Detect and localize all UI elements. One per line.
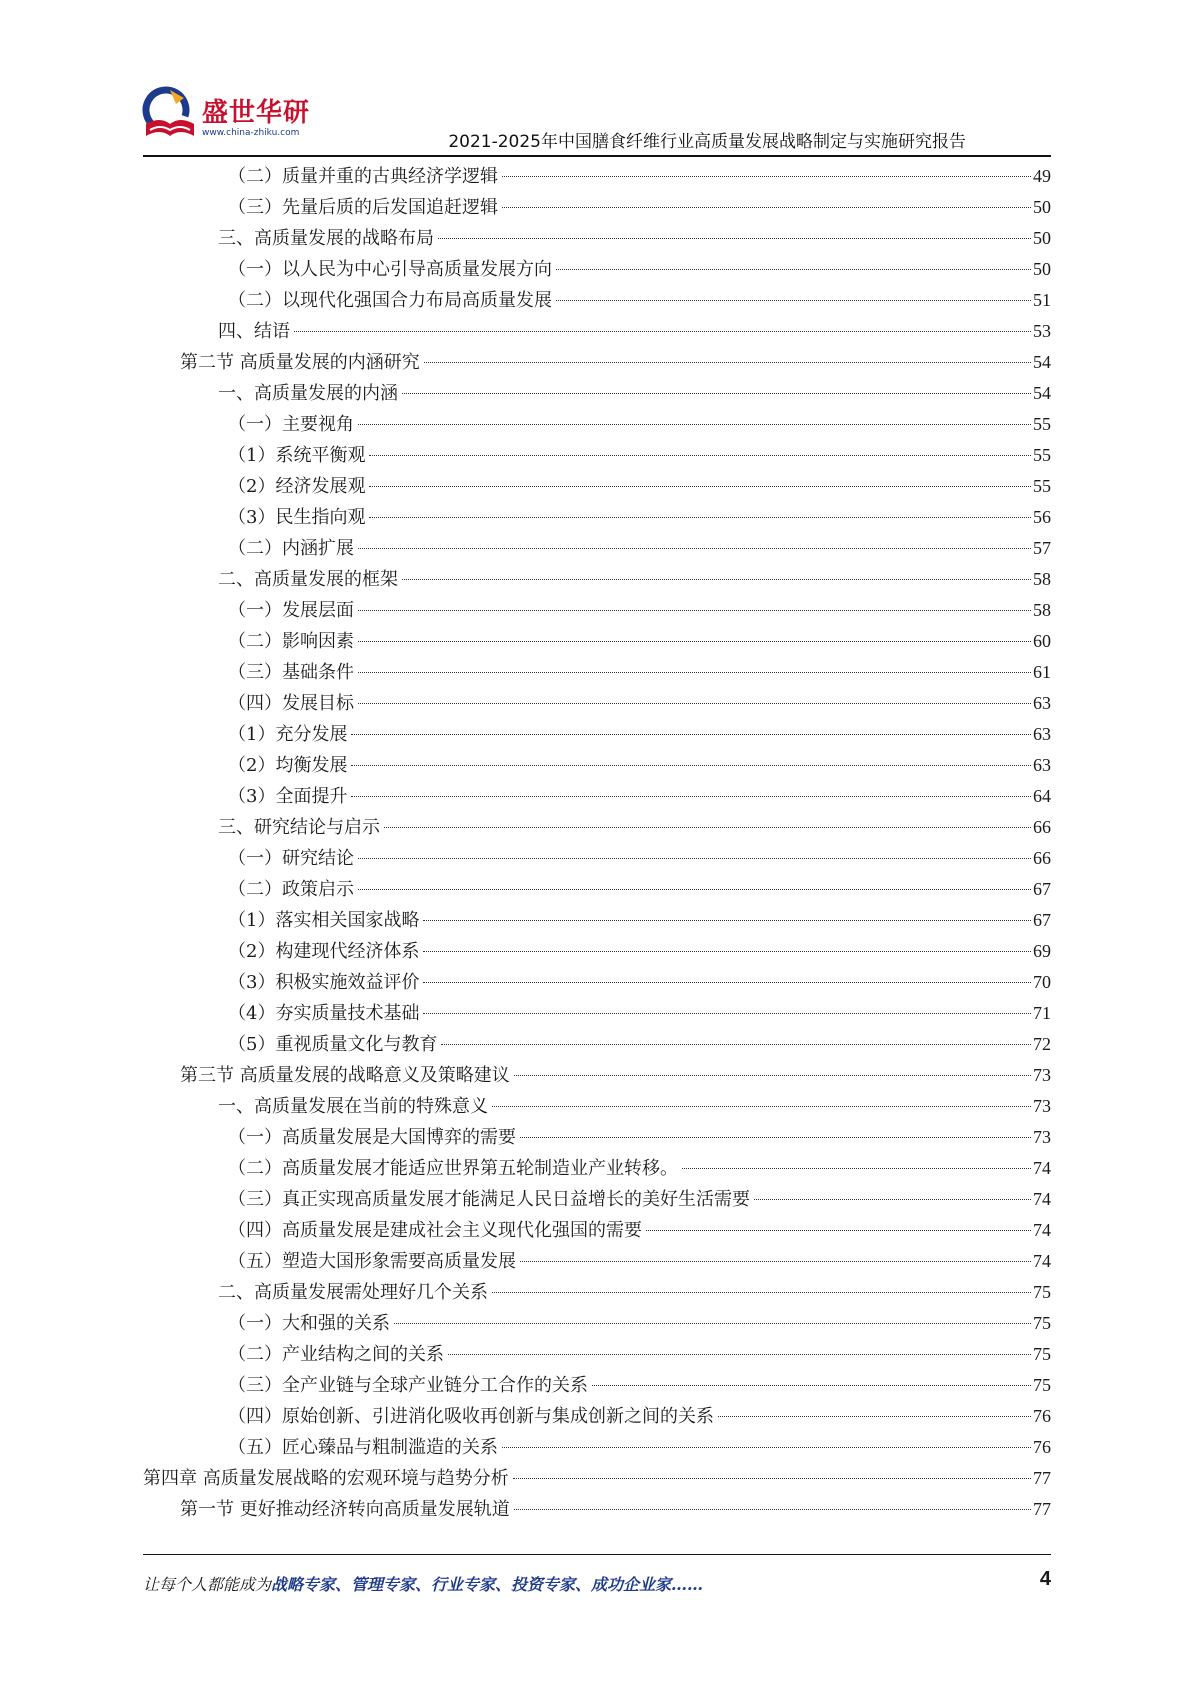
toc-dot-leader: [438, 238, 1031, 239]
toc-entry[interactable]: [218, 812, 1051, 843]
footer-slogan-highlight: 战略专家、管理专家、行业专家、投资专家、成功企业家……: [271, 1575, 704, 1594]
toc-entry-page: 73: [1033, 1127, 1051, 1147]
toc-entry[interactable]: [228, 781, 1051, 812]
toc-dot-leader: [358, 703, 1031, 704]
toc-dot-leader: [514, 1509, 1031, 1510]
logo-url: www.china-zhiku.com: [202, 128, 300, 138]
toc-dot-leader: [358, 858, 1031, 859]
toc-entry-page: 64: [1033, 786, 1051, 806]
toc-dot-leader: [369, 486, 1031, 487]
toc-entry[interactable]: [228, 533, 1051, 564]
toc-entry-page: 66: [1033, 848, 1051, 868]
toc-entry-label: 一、高质量发展的内涵: [218, 383, 398, 404]
toc-entry-label: （5）重视质量文化与教育: [228, 1034, 438, 1055]
toc-dot-leader: [384, 827, 1031, 828]
toc-entry-page: 75: [1033, 1375, 1051, 1395]
company-logo: [140, 84, 310, 150]
toc-entry-label: 一、高质量发展在当前的特殊意义: [218, 1096, 488, 1117]
toc-dot-leader: [423, 920, 1031, 921]
toc-entry-label: （四）发展目标: [228, 693, 354, 714]
toc-entry[interactable]: [228, 1122, 1051, 1153]
toc-entry-page: 75: [1033, 1313, 1051, 1333]
toc-entry-label: （二）以现代化强国合力布局高质量发展: [228, 290, 552, 311]
toc-entry[interactable]: [228, 192, 1051, 223]
toc-entry-page: 58: [1033, 600, 1051, 620]
footer-divider: [143, 1554, 1051, 1555]
toc-entry[interactable]: [228, 595, 1051, 626]
toc-dot-leader: [351, 796, 1031, 797]
toc-dot-leader: [358, 641, 1031, 642]
toc-entry-label: （1）系统平衡观: [228, 445, 366, 466]
toc-entry[interactable]: [228, 1308, 1051, 1339]
toc-entry-label: （2）构建现代经济体系: [228, 941, 420, 962]
toc-entry-page: 58: [1033, 569, 1051, 589]
toc-entry-label: （2）均衡发展: [228, 755, 348, 776]
toc-entry[interactable]: [180, 347, 1051, 378]
header-divider: [143, 155, 1051, 157]
toc-entry-label: （3）积极实施效益评价: [228, 972, 420, 993]
toc-entry-page: 60: [1033, 631, 1051, 651]
toc-dot-leader: [754, 1199, 1031, 1200]
toc-entry[interactable]: [228, 161, 1051, 192]
toc-entry[interactable]: [228, 1215, 1051, 1246]
toc-entry-page: 63: [1033, 724, 1051, 744]
toc-entry-label: （二）质量并重的古典经济学逻辑: [228, 166, 498, 187]
toc-entry[interactable]: [228, 1246, 1051, 1277]
toc-entry-label: 二、高质量发展的框架: [218, 569, 398, 590]
toc-entry[interactable]: [228, 502, 1051, 533]
toc-dot-leader: [424, 362, 1031, 363]
toc-entry[interactable]: [228, 998, 1051, 1029]
toc-entry[interactable]: [228, 657, 1051, 688]
toc-entry[interactable]: [218, 223, 1051, 254]
toc-entry-label: （二）高质量发展才能适应世界第五轮制造业产业转移。: [228, 1158, 678, 1179]
toc-entry-label: （3）全面提升: [228, 786, 348, 807]
toc-entry-page: 63: [1033, 755, 1051, 775]
toc-entry-page: 69: [1033, 941, 1051, 961]
toc-entry-label: （五）匠心臻品与粗制滥造的关系: [228, 1437, 498, 1458]
toc-entry-label: 四、结语: [218, 321, 290, 342]
toc-dot-leader: [423, 982, 1031, 983]
toc-entry-page: 53: [1033, 321, 1051, 341]
toc-entry-label: （1）落实相关国家战略: [228, 910, 420, 931]
toc-entry-page: 49: [1033, 166, 1051, 186]
toc-dot-leader: [718, 1416, 1031, 1417]
toc-dot-leader: [502, 207, 1031, 208]
toc-dot-leader: [394, 1323, 1031, 1324]
toc-entry-page: 74: [1033, 1189, 1051, 1209]
toc-entry-label: 第四章 高质量发展战略的宏观环境与趋势分析: [143, 1468, 509, 1489]
toc-entry[interactable]: [218, 378, 1051, 409]
toc-entry-label: （一）研究结论: [228, 848, 354, 869]
toc-entry-label: （五）塑造大国形象需要高质量发展: [228, 1251, 516, 1272]
toc-entry-label: （四）高质量发展是建成社会主义现代化强国的需要: [228, 1220, 642, 1241]
toc-dot-leader: [682, 1168, 1031, 1169]
toc-entry-label: （二）影响因素: [228, 631, 354, 652]
toc-dot-leader: [351, 734, 1031, 735]
toc-entry[interactable]: [218, 1277, 1051, 1308]
toc-entry[interactable]: [180, 1494, 1051, 1525]
toc-entry[interactable]: [228, 1153, 1051, 1184]
toc-entry-label: （二）政策启示: [228, 879, 354, 900]
toc-entry-page: 55: [1033, 476, 1051, 496]
toc-entry-page: 54: [1033, 352, 1051, 372]
toc-entry-page: 50: [1033, 197, 1051, 217]
toc-entry-page: 67: [1033, 879, 1051, 899]
toc-entry[interactable]: [218, 316, 1051, 347]
toc-entry-page: 70: [1033, 972, 1051, 992]
toc-dot-leader: [520, 1261, 1031, 1262]
toc-dot-leader: [646, 1230, 1031, 1231]
toc-dot-leader: [448, 1354, 1031, 1355]
report-title: 2021-2025年中国膳食纤维行业高质量发展战略制定与实施研究报告: [448, 132, 966, 152]
toc-dot-leader: [402, 579, 1031, 580]
toc-entry[interactable]: [228, 440, 1051, 471]
toc-dot-leader: [294, 331, 1031, 332]
toc-entry-page: 63: [1033, 693, 1051, 713]
toc-entry[interactable]: [228, 967, 1051, 998]
toc-entry-page: 67: [1033, 910, 1051, 930]
page-number: 4: [1039, 1568, 1051, 1590]
toc-entry-label: （四）原始创新、引进消化吸收再创新与集成创新之间的关系: [228, 1406, 714, 1427]
toc-entry[interactable]: [228, 843, 1051, 874]
toc-dot-leader: [423, 951, 1031, 952]
toc-entry-page: 61: [1033, 662, 1051, 682]
toc-entry[interactable]: [228, 874, 1051, 905]
logo-book-icon: [140, 84, 204, 148]
toc-entry-page: 76: [1033, 1406, 1051, 1426]
footer-slogan-prefix: 让每个人都能成为: [143, 1575, 272, 1594]
toc-entry-label: （1）充分发展: [228, 724, 348, 745]
toc-entry-label: （2）经济发展观: [228, 476, 366, 497]
toc-entry-page: 75: [1033, 1344, 1051, 1364]
toc-dot-leader: [492, 1106, 1031, 1107]
toc-dot-leader: [358, 672, 1031, 673]
toc-entry[interactable]: [218, 564, 1051, 595]
toc-entry-label: 第三节 高质量发展的战略意义及策略建议: [180, 1065, 510, 1086]
toc-entry[interactable]: [228, 1432, 1051, 1463]
toc-entry-page: 72: [1033, 1034, 1051, 1054]
toc-entry[interactable]: [228, 905, 1051, 936]
toc-dot-leader: [358, 889, 1031, 890]
toc-entry-page: 71: [1033, 1003, 1051, 1023]
toc-entry-label: （三）全产业链与全球产业链分工合作的关系: [228, 1375, 588, 1396]
toc-entry-label: （一）主要视角: [228, 414, 354, 435]
toc-dot-leader: [502, 176, 1031, 177]
toc-entry-page: 77: [1033, 1499, 1051, 1519]
toc-entry-page: 75: [1033, 1282, 1051, 1302]
toc-entry-page: 74: [1033, 1158, 1051, 1178]
toc-entry-label: 三、研究结论与启示: [218, 817, 380, 838]
toc-entry[interactable]: [228, 1029, 1051, 1060]
toc-dot-leader: [358, 548, 1031, 549]
toc-entry-label: （一）以人民为中心引导高质量发展方向: [228, 259, 552, 280]
toc-entry[interactable]: [228, 936, 1051, 967]
toc-dot-leader: [423, 1013, 1031, 1014]
toc-entry-page: 73: [1033, 1065, 1051, 1085]
toc-entry-label: （一）高质量发展是大国博弈的需要: [228, 1127, 516, 1148]
toc-entry-page: 55: [1033, 414, 1051, 434]
toc-dot-leader: [520, 1137, 1031, 1138]
toc-entry-label: （一）大和强的关系: [228, 1313, 390, 1334]
footer-slogan: [143, 1572, 703, 1595]
toc-entry[interactable]: [228, 254, 1051, 285]
toc-dot-leader: [369, 517, 1031, 518]
toc-entry-label: 第一节 更好推动经济转向高质量发展轨道: [180, 1499, 510, 1520]
toc-entry-page: 73: [1033, 1096, 1051, 1116]
toc-entry[interactable]: [228, 1401, 1051, 1432]
toc-entry-label: （3）民生指向观: [228, 507, 366, 528]
toc-entry-page: 55: [1033, 445, 1051, 465]
toc-entry-label: 三、高质量发展的战略布局: [218, 228, 434, 249]
toc-entry-page: 57: [1033, 538, 1051, 558]
logo-text: 盛世华研: [202, 98, 311, 128]
toc-dot-leader: [592, 1385, 1031, 1386]
toc-entry[interactable]: [228, 688, 1051, 719]
toc-entry[interactable]: [143, 1463, 1051, 1494]
toc-entry[interactable]: [228, 409, 1051, 440]
toc-entry-page: 50: [1033, 228, 1051, 248]
toc-entry[interactable]: [180, 1060, 1051, 1091]
toc-dot-leader: [402, 393, 1031, 394]
toc-entry[interactable]: [218, 1091, 1051, 1122]
toc-entry[interactable]: [228, 750, 1051, 781]
toc-dot-leader: [514, 1075, 1031, 1076]
toc-entry-page: 76: [1033, 1437, 1051, 1457]
toc-entry[interactable]: [228, 1339, 1051, 1370]
toc-entry-page: 56: [1033, 507, 1051, 527]
toc-dot-leader: [369, 455, 1031, 456]
toc-entry[interactable]: [228, 471, 1051, 502]
toc-entry-page: 54: [1033, 383, 1051, 403]
toc-entry[interactable]: [228, 1184, 1051, 1215]
toc-dot-leader: [358, 424, 1031, 425]
toc-dot-leader: [556, 269, 1031, 270]
toc-entry-page: 74: [1033, 1251, 1051, 1271]
toc-entry-label: 第二节 高质量发展的内涵研究: [180, 352, 420, 373]
toc-entry-label: （4）夯实质量技术基础: [228, 1003, 420, 1024]
toc-entry[interactable]: [228, 626, 1051, 657]
toc-entry-label: （二）产业结构之间的关系: [228, 1344, 444, 1365]
toc-entry-page: 66: [1033, 817, 1051, 837]
toc-dot-leader: [351, 765, 1031, 766]
toc-dot-leader: [556, 300, 1031, 301]
toc-entry-label: （二）内涵扩展: [228, 538, 354, 559]
toc-entry-page: 51: [1033, 290, 1051, 310]
toc-dot-leader: [492, 1292, 1031, 1293]
toc-entry[interactable]: [228, 285, 1051, 316]
toc-entry-label: 二、高质量发展需处理好几个关系: [218, 1282, 488, 1303]
toc-entry-label: （三）基础条件: [228, 662, 354, 683]
toc-entry[interactable]: [228, 719, 1051, 750]
toc-entry[interactable]: [228, 1370, 1051, 1401]
toc-entry-label: （三）真正实现高质量发展才能满足人民日益增长的美好生活需要: [228, 1189, 750, 1210]
toc-entry-page: 77: [1033, 1468, 1051, 1488]
toc-dot-leader: [502, 1447, 1031, 1448]
toc-entry-page: 50: [1033, 259, 1051, 279]
toc-entry-label: （一）发展层面: [228, 600, 354, 621]
page-header: [0, 0, 1191, 160]
toc-dot-leader: [441, 1044, 1031, 1045]
toc-entry-label: （三）先量后质的后发国追赶逻辑: [228, 197, 498, 218]
toc-entry-page: 74: [1033, 1220, 1051, 1240]
toc-dot-leader: [513, 1478, 1031, 1479]
toc-dot-leader: [358, 610, 1031, 611]
